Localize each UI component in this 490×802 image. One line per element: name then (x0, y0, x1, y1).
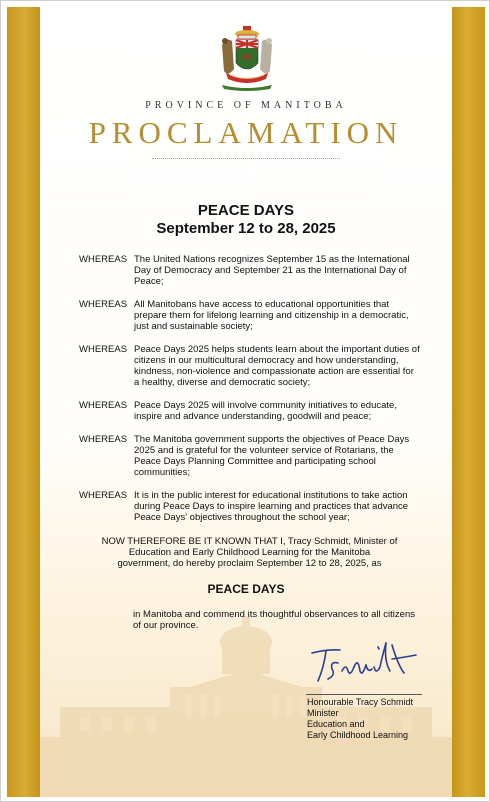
whereas-label: WHEREAS (79, 434, 128, 445)
whereas-text (134, 400, 434, 422)
heading-divider (152, 158, 340, 159)
left-gold-band (7, 7, 40, 797)
clause-line: Peace; (134, 276, 164, 287)
whereas-text (134, 254, 434, 287)
clause-line: Peace Days 2025 will involve community initiatives to educate, (134, 400, 397, 411)
clause-line: inspire and advance understanding, goodwill and peace; (134, 411, 372, 422)
clause-line: communities; (134, 467, 190, 478)
clause-line: Day of Democracy and September 21 as the International Day of (134, 265, 407, 276)
clause-line: It is in the public interest for educational institutions to take action (134, 490, 408, 501)
proclaimed-name: PEACE DAYS (207, 582, 285, 596)
minister-signature (308, 637, 418, 689)
manitoba-coat-of-arms-icon (216, 25, 278, 91)
whereas-text (134, 434, 434, 478)
clause-line: during Peace Days to inspire learning and practices that advance (134, 501, 409, 512)
clause-line: just and sustainable society; (134, 321, 253, 332)
proclamation-body (40, 7, 452, 797)
clause-line: 2025 and is grateful for the volunteer service of Rotarians, the (134, 445, 394, 456)
proclamation-dates: September 12 to 28, 2025 (156, 220, 336, 237)
now-therefore-paragraph (77, 536, 422, 569)
whereas-label: WHEREAS (79, 490, 128, 501)
whereas-text (134, 344, 434, 388)
paragraph-line: government, do hereby proclaim September 12 to 28, 2025, as (117, 558, 382, 569)
paragraph-line: NOW THEREFORE BE IT KNOWN THAT I, Tracy Schmidt, Minister of (101, 536, 398, 547)
province-heading: PROVINCE OF MANITOBA (145, 100, 347, 111)
clause-line: kindness, non-violence and compassionate action are essential for (134, 366, 414, 377)
whereas-label: WHEREAS (79, 299, 128, 310)
whereas-label: WHEREAS (79, 344, 128, 355)
paragraph-line: Education and Early Childhood Learning for the Manitoba (128, 547, 371, 558)
clause-line: The United Nations recognizes September 15 as the International (134, 254, 410, 265)
right-gold-band (452, 7, 485, 797)
clause-line: citizens in our multicultural democracy and how understanding, (134, 355, 399, 366)
whereas-label: WHEREAS (79, 254, 128, 265)
whereas-label: WHEREAS (79, 400, 128, 411)
clause-line: a healthy, diverse and democratic society; (134, 377, 311, 388)
proclamation-heading: PROCLAMATION (88, 115, 404, 150)
whereas-text (134, 490, 434, 523)
paragraph-line: in Manitoba and commend its thoughtful observances to all citizens (133, 609, 415, 620)
clause-line: Peace Days Planning Committee and participating school (134, 456, 376, 467)
clause-line: Peace Days 2025 helps students learn about the important duties of (134, 344, 420, 355)
whereas-text (134, 299, 434, 332)
signatory-department-line2: Early Childhood Learning (307, 730, 409, 740)
signature-line (306, 694, 422, 695)
clause-line: prepare them for lifelong learning and citizenship in a democratic, (134, 310, 409, 321)
proclamation-title: PEACE DAYS (197, 202, 295, 219)
closing-paragraph (133, 609, 433, 631)
signatory-title: Minister (307, 708, 339, 718)
signatory-department-line1: Education and (307, 719, 365, 729)
signatory-name: Honourable Tracy Schmidt (307, 697, 414, 707)
clause-line: The Manitoba government supports the objectives of Peace Days (134, 434, 410, 445)
clause-line: Peace Days' objectives throughout the school year; (134, 512, 350, 523)
paragraph-line: of our province. (133, 620, 199, 631)
clause-line: All Manitobans have access to educational opportunities that (134, 299, 390, 310)
